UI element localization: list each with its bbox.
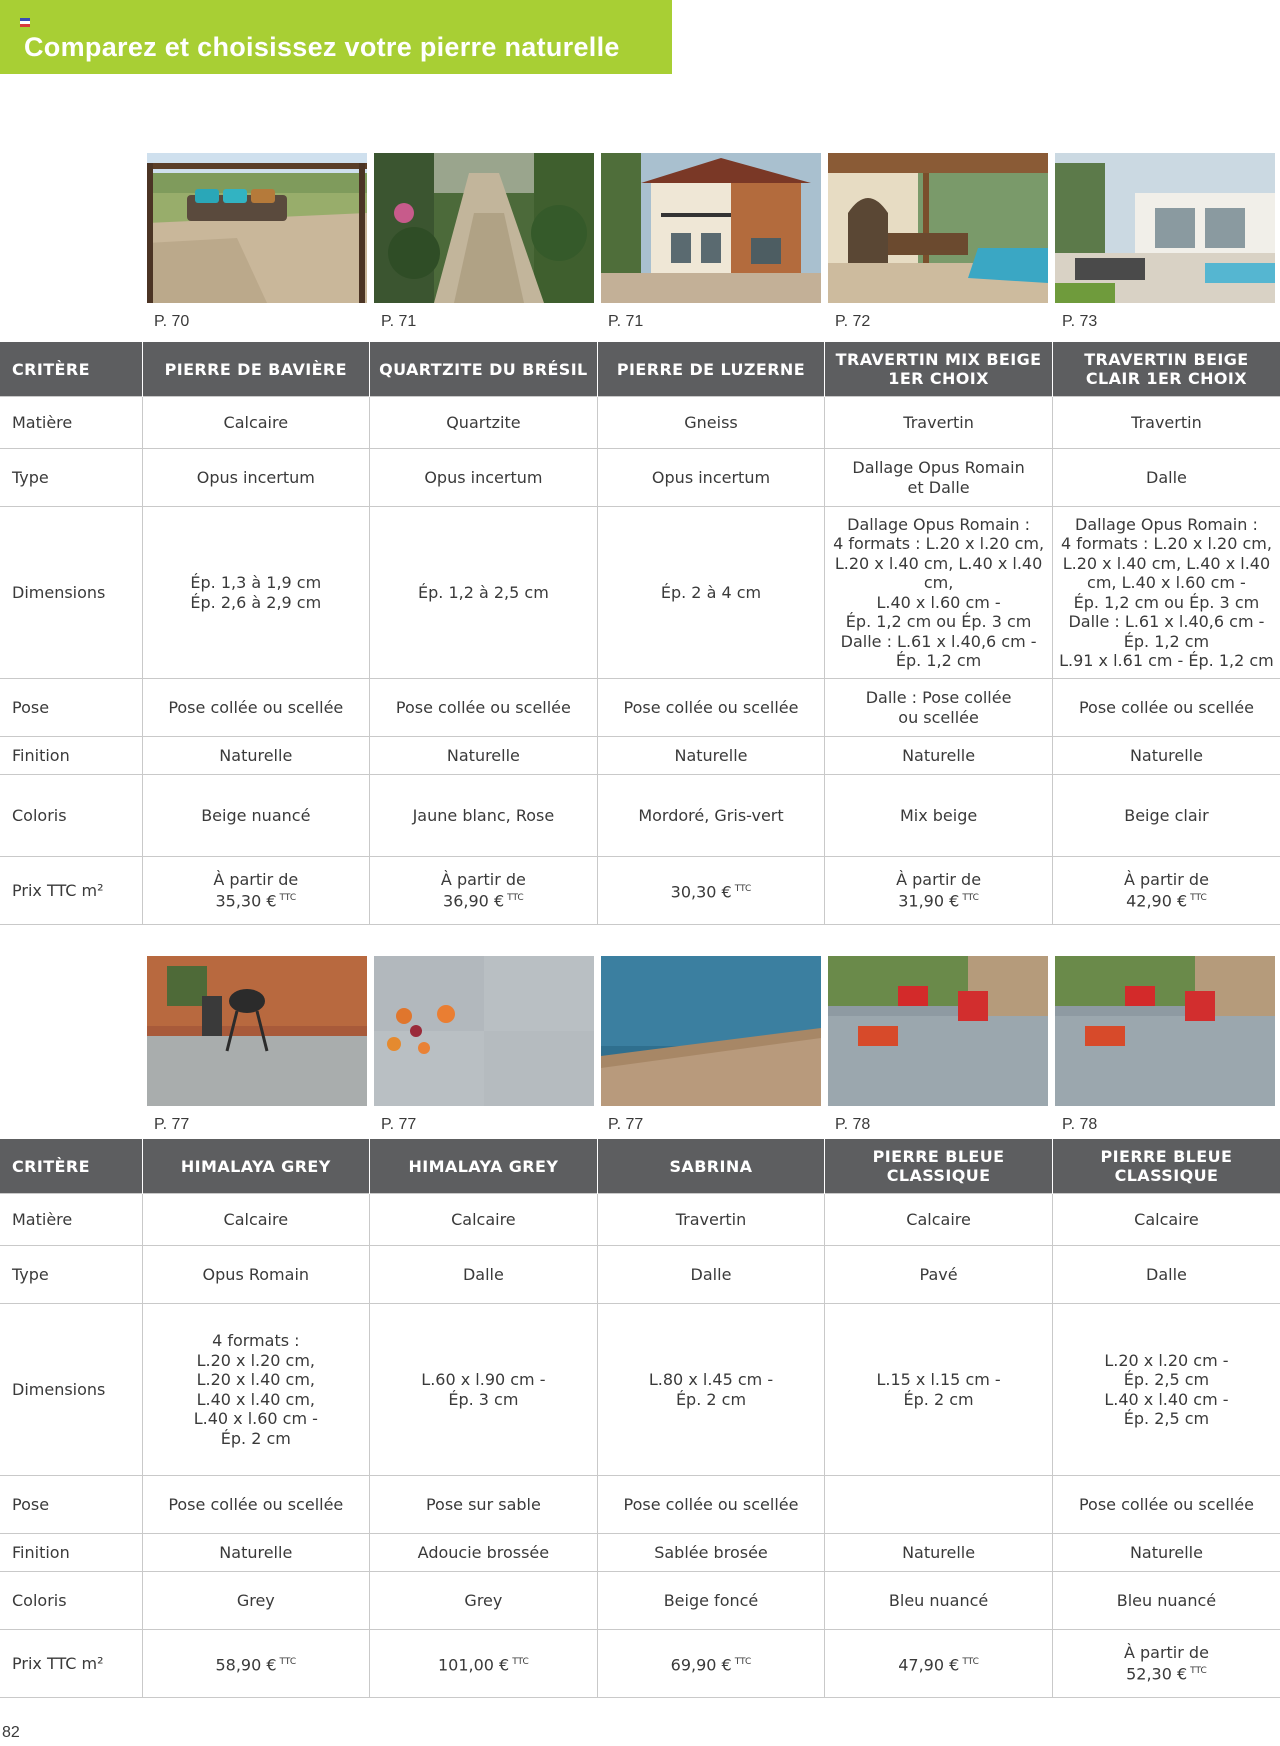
value-cell [825,737,1053,775]
value-line: 4 formats : L.20 x l.20 cm, [1060,534,1272,553]
page-ref: P. 71 [381,313,417,330]
value-line: Pose collée ou scellée [168,1494,344,1514]
table-row [0,1246,1280,1304]
value-line: L.40 x l.60 cm - [876,592,1001,612]
value-cell [370,1476,598,1534]
value-line: Naturelle [446,745,520,765]
value-line: Naturelle [219,745,293,765]
value-line: L.20 x l.20 cm - [1104,1350,1229,1370]
value-line: Ép. 2 cm [675,1389,747,1409]
value-line: Naturelle [902,1542,976,1562]
value-line: Pose collée ou scellée [395,697,571,717]
page-ref: P. 73 [1062,313,1098,330]
value-cell [370,397,598,449]
value-line: Naturelle [219,1542,293,1562]
photo-strip [0,956,1280,1106]
value-line: Sablée brosée [654,1542,768,1562]
page-ref: P. 78 [835,1116,871,1133]
value-cell [370,679,598,737]
value-cell [1052,507,1280,679]
ttc-label: TTC [507,893,524,904]
value-line: Naturelle [1129,745,1203,765]
value-line: Dalle [1146,1264,1187,1284]
price-row [0,1630,1280,1698]
page-title: Comparez et choisissez votre pierre naturelle [24,32,620,62]
title-banner [0,0,672,74]
value-cell [370,1572,598,1630]
photo-grey-tiles-fruit [374,956,594,1106]
value-cell [597,1572,825,1630]
value-line: Mix beige [899,805,978,825]
value-line: Travertin [903,412,974,432]
value-cell [1052,1476,1280,1534]
value-line: Grey [464,1590,503,1610]
value-line: Dalle : L.61 x l.40,6 cm - [840,631,1037,651]
value-cell [142,1194,370,1246]
value-line: L.20 x l.40 cm, L.40 x l.40 [1062,553,1271,573]
value-line: Ép. 2 à 4 cm [660,582,762,602]
value-cell [597,775,825,857]
value-line: Dalle [690,1264,732,1284]
value-cell [825,507,1053,679]
value-line: Pose collée ou scellée [623,697,799,717]
value-line: et Dalle [907,477,970,497]
value-cell [1052,775,1280,857]
value-line: Naturelle [674,745,748,765]
table-row [0,1194,1280,1246]
price-cell [597,857,825,925]
product-header: HIMALAYA GREY [142,1139,370,1194]
photo-pool-lounge [1055,153,1275,303]
page-ref: P. 70 [154,313,190,330]
criterion-header: CRITÈRE [0,342,142,397]
value-cell [1052,1534,1280,1572]
value-line: L.80 x l.45 cm - [648,1370,774,1389]
price-line: 58,90 € $^{TTC}$ [215,1654,297,1674]
value-line: Opus incertum [651,467,771,487]
price-line: 31,90 € $^{TTC}$ [898,891,979,911]
value-line: Quartzite [446,412,521,432]
value-cell [1052,397,1280,449]
value-cell [825,397,1053,449]
price-line: 101,00 € $^{TTC}$ [437,1654,529,1674]
value-line: Dallage Opus Romain [852,458,1025,477]
product-header: PIERRE DE LUZERNE [597,342,825,397]
page-ref: P. 77 [381,1116,417,1133]
value-cell [597,1534,825,1572]
value-line: Pavé [919,1264,958,1284]
page-ref: P. 71 [608,313,644,330]
criterion-label: Coloris [0,775,142,857]
price-cell [1052,857,1280,925]
ttc-label: TTC [279,1656,297,1667]
price-line: 52,30 € $^{TTC}$ [1126,1664,1207,1684]
value-line: Bleu nuancé [1116,1590,1217,1610]
value-cell [370,507,598,679]
value-cell [1052,1194,1280,1246]
value-cell [142,1534,370,1572]
product-header: PIERRE BLEUE CLASSIQUE [1052,1139,1280,1194]
value-line: Beige foncé [663,1590,759,1610]
value-cell [597,507,825,679]
value-cell [597,1304,825,1476]
value-cell [142,1304,370,1476]
value-line: Pose collée ou scellée [168,697,344,717]
table-row [0,737,1280,775]
value-line: Ép. 2,5 cm [1123,1370,1210,1389]
value-line: Dallage Opus Romain : [1075,514,1258,534]
ttc-label: TTC [1190,1666,1207,1677]
value-cell [1052,1304,1280,1476]
price-cell [142,1630,370,1698]
table-row [0,507,1280,679]
value-cell [142,775,370,857]
ttc-label: TTC [734,883,752,894]
value-line: Pose sur sable [425,1494,541,1514]
table-row [0,1476,1280,1534]
price-cell [825,1630,1053,1698]
value-line: Dalle : Pose collée [865,688,1012,707]
value-line: Calcaire [223,412,289,432]
product-header: TRAVERTIN MIX BEIGE 1ER CHOIX [825,342,1053,397]
price-line: 69,90 € $^{TTC}$ [670,1654,752,1674]
value-cell [142,737,370,775]
value-cell [825,1304,1053,1476]
value-cell [1052,449,1280,507]
value-cell [825,1572,1053,1630]
photo-garden-path [374,153,594,303]
value-line: Opus Romain [202,1264,310,1284]
value-cell [825,1246,1053,1304]
product-header: HIMALAYA GREY [370,1139,598,1194]
value-line: Adoucie brossée [417,1542,550,1562]
value-line: Mordoré, Gris-vert [638,805,784,825]
value-line: Beige clair [1124,805,1209,825]
value-line: L.60 x l.90 cm - [421,1370,546,1389]
value-line: Naturelle [902,745,976,765]
product-header: PIERRE BLEUE CLASSIQUE [825,1139,1053,1194]
photo-strip [0,153,1280,303]
value-cell [370,1304,598,1476]
value-line: Ép. 1,3 à 1,9 cm [190,573,322,592]
value-line: Dallage Opus Romain : [847,514,1030,534]
page-references [0,313,1280,337]
page-ref: P. 78 [1062,1116,1098,1133]
table-row [0,1534,1280,1572]
value-line: Ép. 2,6 à 2,9 cm [190,592,322,612]
ttc-label: TTC [512,1656,529,1667]
criterion-label: Matière [0,1194,142,1246]
criterion-label: Type [0,1246,142,1304]
product-header: SABRINA [597,1139,825,1194]
value-line: Calcaire [1134,1209,1199,1229]
page-number: 82 [2,1724,20,1741]
product-header: QUARTZITE DU BRÉSIL [370,342,598,397]
value-cell [597,1194,825,1246]
value-line: L.20 x l.20 cm, [196,1350,316,1370]
comparison-table-1 [0,342,1280,925]
photo-red-chairs-patio-2 [1055,956,1275,1106]
photo-pergola-pool [828,153,1048,303]
value-cell [825,1476,1053,1534]
table-row [0,1572,1280,1630]
price-cell [597,1630,825,1698]
table-header-row [0,1139,1280,1194]
value-cell [825,679,1053,737]
price-cell [825,857,1053,925]
photo-house-patio [601,153,821,303]
value-cell [142,1572,370,1630]
value-line: Calcaire [451,1209,516,1229]
value-cell [1052,679,1280,737]
price-cell [370,1630,598,1698]
value-cell [142,679,370,737]
value-line: Gneiss [684,412,738,432]
value-cell [825,775,1053,857]
value-cell [370,1534,598,1572]
table-row [0,1304,1280,1476]
value-cell [370,1246,598,1304]
value-line: Ép. 2 cm [903,1389,974,1409]
value-line: Ép. 1,2 cm ou Ép. 3 cm [1073,592,1260,612]
value-cell [370,737,598,775]
value-cell [142,397,370,449]
value-cell [142,1476,370,1534]
value-line: Pose collée ou scellée [1078,697,1254,717]
price-line: À partir de [440,869,526,889]
value-line: Ép. 1,2 cm [1123,631,1210,651]
table-row [0,679,1280,737]
value-cell [370,1194,598,1246]
price-line: À partir de [213,869,299,889]
price-row [0,857,1280,925]
value-line: ou scellée [898,707,979,727]
value-line: Dalle [1146,467,1187,487]
criterion-label: Pose [0,1476,142,1534]
ttc-label: TTC [279,893,297,904]
value-line: Dalle : L.61 x l.40,6 cm - [1068,612,1265,631]
value-cell [142,1246,370,1304]
page-ref: P. 77 [608,1116,644,1133]
value-cell [597,1476,825,1534]
price-line: À partir de [896,869,982,889]
value-line: Ép. 1,2 cm ou Ép. 3 cm [845,612,1032,631]
value-cell [597,449,825,507]
price-cell [1052,1630,1280,1698]
value-line: 4 formats : [212,1331,300,1350]
value-line: Dalle [462,1264,504,1284]
value-cell [825,1194,1053,1246]
value-cell [597,737,825,775]
price-cell [142,857,370,925]
value-line: Ép. 1,2 cm [895,651,982,670]
value-cell [1052,737,1280,775]
price-label: Prix TTC m² [0,1630,142,1698]
price-line: 47,90 € $^{TTC}$ [898,1654,979,1674]
criterion-label: Type [0,449,142,507]
price-line: 35,30 € $^{TTC}$ [215,891,297,911]
value-line: Travertin [1131,412,1202,432]
ttc-label: TTC [962,1656,979,1667]
table-header-row [0,342,1280,397]
value-cell [1052,1246,1280,1304]
table-row [0,449,1280,507]
value-line: L.15 x l.15 cm - [876,1370,1001,1389]
criterion-header: CRITÈRE [0,1139,142,1194]
value-line: Beige nuancé [201,805,311,825]
table-row [0,775,1280,857]
value-line: Naturelle [1129,1542,1203,1562]
criterion-label: Finition [0,1534,142,1572]
value-line: Travertin [675,1209,747,1229]
value-line: Calcaire [223,1209,289,1229]
table-row [0,397,1280,449]
value-line: L.40 x l.40 cm - [1104,1389,1229,1409]
value-cell [597,397,825,449]
comparison-table-2 [0,1139,1280,1698]
value-line: L.91 x l.61 cm - Ép. 1,2 cm [1059,651,1274,670]
value-line: Ép. 1,2 à 2,5 cm [418,582,549,602]
price-label: Prix TTC m² [0,857,142,925]
ttc-label: TTC [734,1656,752,1667]
price-line: À partir de [1123,1642,1209,1662]
page-ref: P. 72 [835,313,871,330]
value-line: Ép. 2 cm [220,1428,291,1448]
value-cell [825,449,1053,507]
price-line: 42,90 € $^{TTC}$ [1126,891,1207,911]
criterion-label: Dimensions [0,1304,142,1476]
ttc-label: TTC [962,893,979,904]
value-cell [370,775,598,857]
photo-bbq-patio [147,956,367,1106]
value-cell [370,449,598,507]
value-cell [142,507,370,679]
photo-pool-edge [601,956,821,1106]
criterion-label: Dimensions [0,507,142,679]
photo-terrace-hills [147,153,367,303]
value-line: Pose collée ou scellée [623,1494,799,1514]
value-line: Opus incertum [196,467,315,487]
price-line: 36,90 € $^{TTC}$ [443,891,524,911]
criterion-label: Finition [0,737,142,775]
value-line: cm, L.40 x l.60 cm - [1087,573,1246,592]
value-line: Pose collée ou scellée [1078,1494,1254,1514]
value-line: L.40 x l.40 cm, [196,1389,316,1409]
value-cell [1052,1572,1280,1630]
value-line: 4 formats : L.20 x l.20 cm, [833,534,1045,553]
product-header: TRAVERTIN BEIGE CLAIR 1ER CHOIX [1052,342,1280,397]
price-cell [370,857,598,925]
page-ref: P. 77 [154,1116,190,1133]
ttc-label: TTC [1190,893,1207,904]
product-header: PIERRE DE BAVIÈRE [142,342,370,397]
value-line: Opus incertum [424,467,543,487]
value-line: Calcaire [906,1209,971,1229]
criterion-label: Coloris [0,1572,142,1630]
price-line: À partir de [1123,869,1209,889]
page-references [0,1116,1280,1140]
value-cell [825,1534,1053,1572]
value-line: L.20 x l.40 cm, L.40 x l.40 cm, [834,553,1043,592]
value-cell [142,449,370,507]
value-line: L.20 x l.40 cm, [196,1370,316,1389]
value-line: Bleu nuancé [888,1590,989,1610]
value-line: Jaune blanc, Rose [412,805,555,825]
value-cell [597,1246,825,1304]
flag-icon [20,18,30,27]
criterion-label: Matière [0,397,142,449]
photo-red-chairs-patio [828,956,1048,1106]
value-line: Ép. 3 cm [448,1389,519,1409]
criterion-label: Pose [0,679,142,737]
value-cell [597,679,825,737]
value-line: Ép. 2,5 cm [1123,1409,1210,1428]
price-line: 30,30 € $^{TTC}$ [670,881,752,901]
value-line: Grey [236,1590,275,1610]
value-line: L.40 x l.60 cm - [193,1409,318,1428]
